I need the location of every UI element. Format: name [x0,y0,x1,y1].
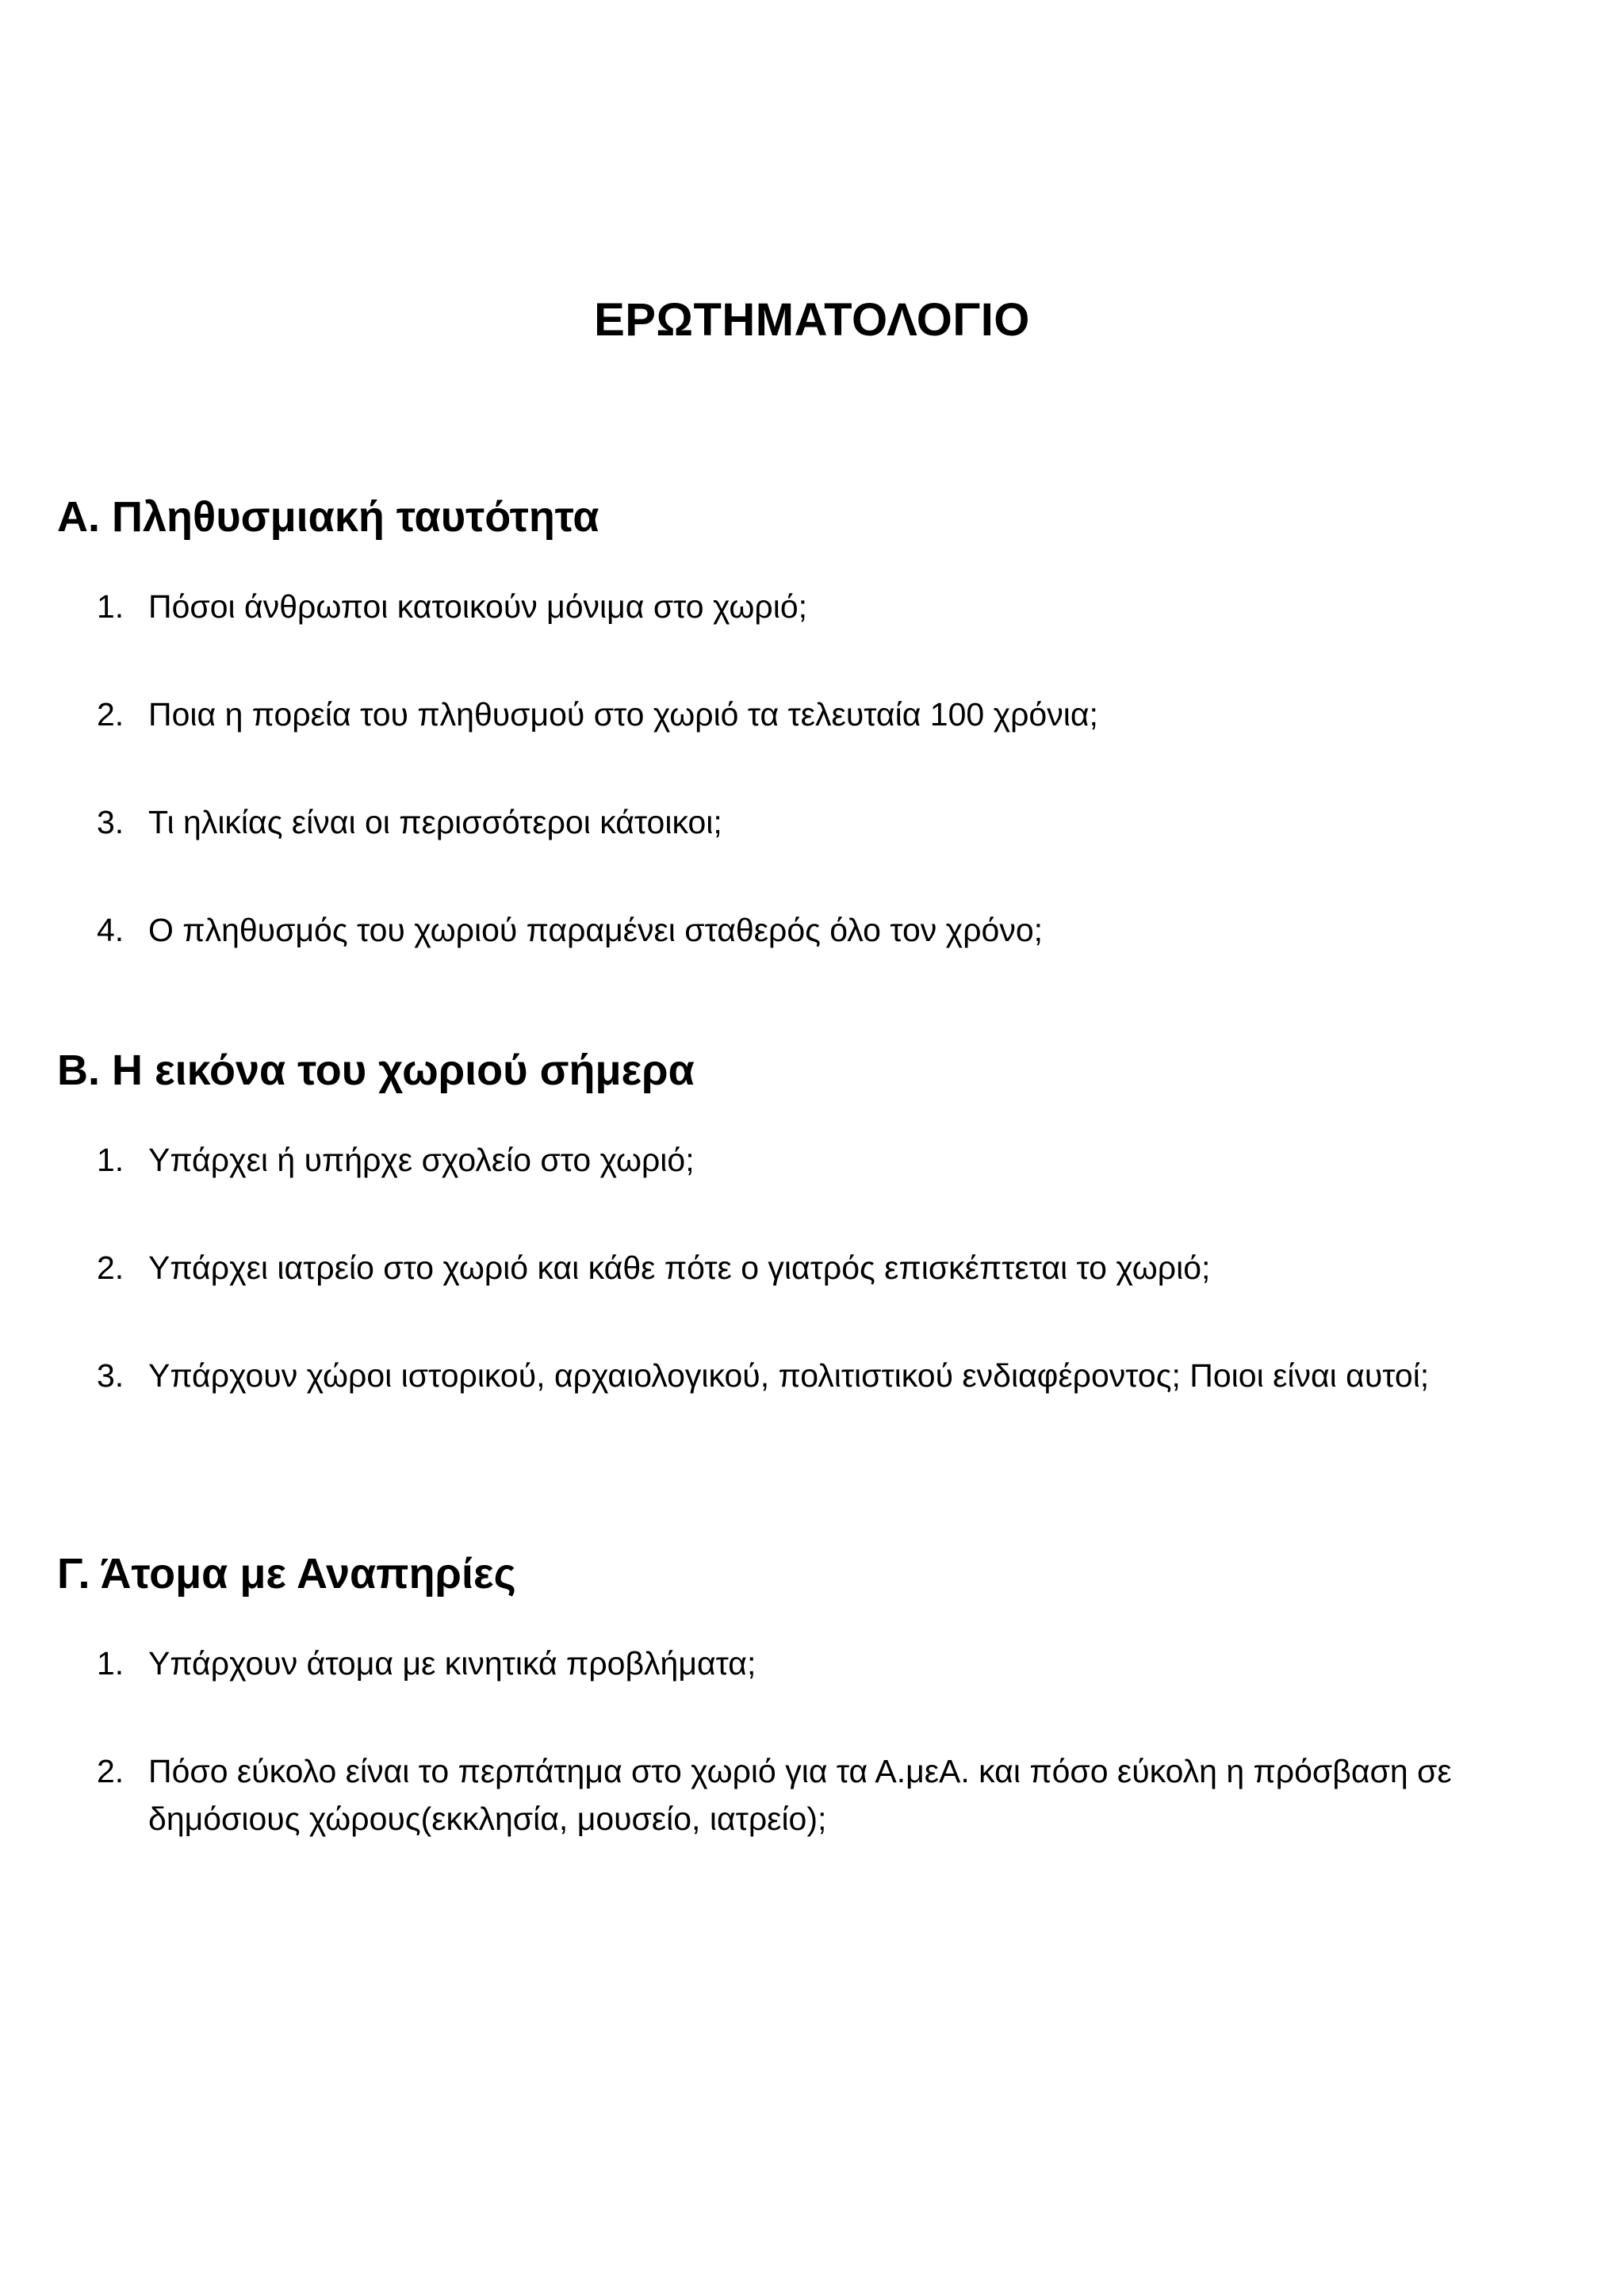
question-text: Τι ηλικίας είναι οι περισσότεροι κάτοικοι; [148,803,722,840]
question-text: Πόσο εύκολο είναι το περπάτημα στο χωριό για τα Α.μεΑ. και πόσο εύκολη η πρόσβαση σε δημόσιους χώρους(εκκλησία, μουσείο, ιατρείο); [148,1752,1452,1837]
question-number: 2. [97,695,124,733]
question-list [57,1136,1564,1399]
question-text: Υπάρχει ιατρείο στο χωριό και κάθε πότε ο γιατρός επισκέπτεται το χωριό; [148,1249,1211,1286]
question-number: 4. [97,911,124,948]
question-item [57,691,1564,738]
question-text: Ποια η πορεία του πληθυσμού στο χωριό τα τελευταία 100 χρόνια; [148,695,1098,733]
section-disabilities [57,1548,1564,1843]
question-item [57,1747,1564,1843]
question-list [57,583,1564,954]
question-text: Υπάρχει ή υπήρχε σχολείο στο χωριό; [148,1141,695,1178]
question-list [57,1640,1564,1843]
question-number: 1. [97,1644,124,1682]
question-text: Υπάρχουν άτομα με κινητικά προβλήματα; [148,1644,756,1682]
question-item [57,1244,1564,1292]
section-heading: Α. Πληθυσμιακή ταυτότητα [57,493,599,541]
section-heading: Γ. Άτομα με Αναπηρίες [57,1550,516,1598]
section-population-identity [57,492,1564,954]
question-number: 3. [97,1357,124,1394]
section-village-today [57,1045,1564,1399]
question-item [57,583,1564,630]
question-number: 2. [97,1752,124,1789]
page-title: ΕΡΩΤΗΜΑΤΟΛΟΓΙΟ [594,294,1030,346]
question-text: Πόσοι άνθρωποι κατοικούν μόνιμα στο χωριό; [148,587,808,625]
question-number: 2. [97,1249,124,1286]
question-item [57,1352,1564,1399]
question-number: 3. [97,803,124,840]
question-item [57,906,1564,954]
question-item [57,1136,1564,1184]
question-text: Ο πληθυσμός του χωριού παραμένει σταθερός όλο τον χρόνο; [148,911,1044,948]
section-heading: Β. Η εικόνα του χωριού σήμερα [57,1047,695,1094]
question-number: 1. [97,587,124,625]
question-text: Υπάρχουν χώροι ιστορικού, αρχαιολογικού, πολιτιστικού ενδιαφέροντος; Ποιοι είναι αυτοί; [148,1357,1430,1394]
question-item [57,798,1564,846]
question-item [57,1640,1564,1687]
question-number: 1. [97,1141,124,1178]
